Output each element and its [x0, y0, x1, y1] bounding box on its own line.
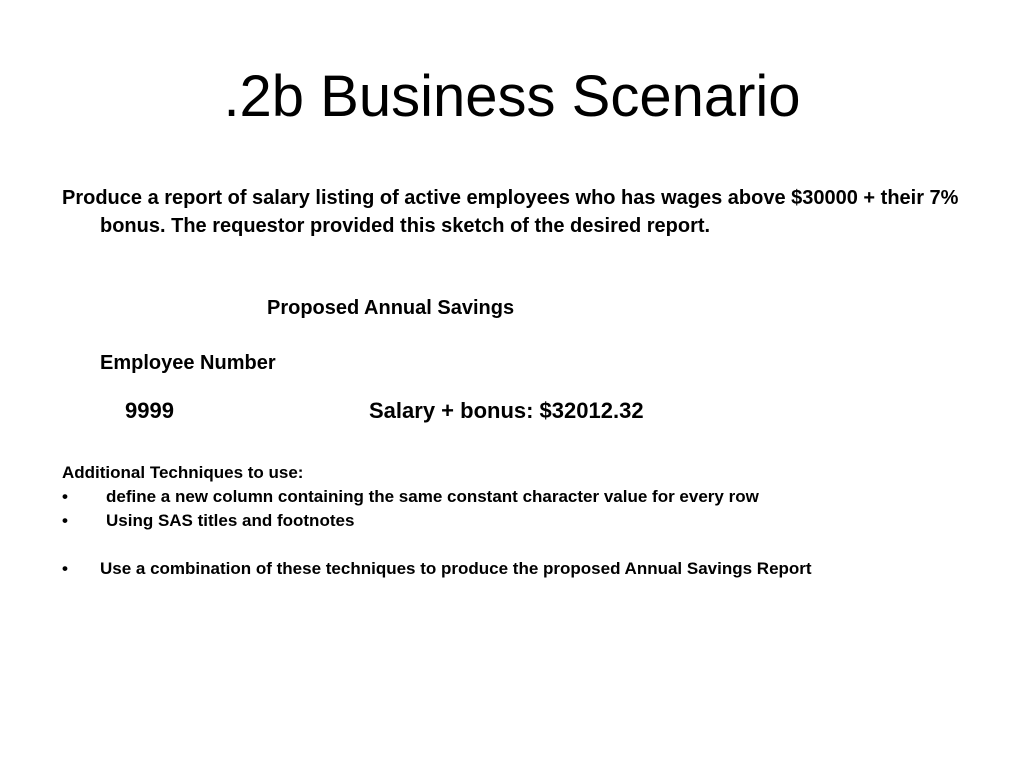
report-sketch-employee-number: 9999 — [125, 398, 174, 423]
slide-title: .2b Business Scenario — [223, 64, 801, 129]
list-item-text: define a new column containing the same constant character value for every row — [106, 487, 759, 506]
bullet-icon: • — [62, 487, 68, 506]
report-sketch-title: Proposed Annual Savings — [267, 297, 515, 319]
bullet-icon: • — [62, 511, 68, 530]
report-sketch-column-label: Employee Number — [100, 352, 276, 374]
report-sketch-salary-value: Salary + bonus: $32012.32 — [369, 398, 644, 423]
bullet-icon: • — [62, 559, 68, 578]
techniques-heading: Additional Techniques to use: — [62, 463, 304, 482]
intro-paragraph: Produce a report of salary listing of active employees who has wages above $30000 + their 7% bonus. The requestor provided this sketch of the desired report. — [62, 187, 959, 237]
list-item-text: Using SAS titles and footnotes — [106, 511, 355, 530]
list-item-text: Use a combination of these techniques to produce the proposed Annual Savings Report — [100, 559, 812, 578]
